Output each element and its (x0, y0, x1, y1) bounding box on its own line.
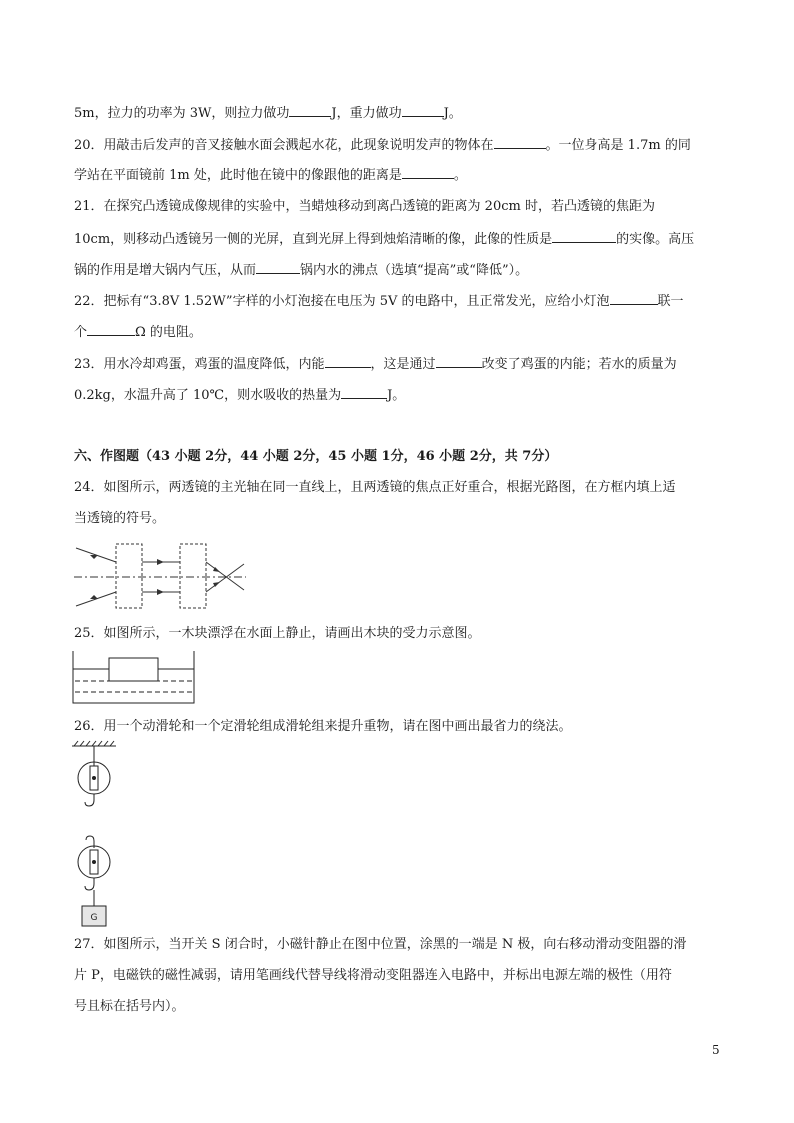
load-hook (85, 878, 94, 890)
q21-text-e: 锅内水的沸点（选填“提高”或“降低”）。 (300, 263, 529, 278)
q25-line (74, 626, 481, 642)
page-number: 5 (712, 1043, 720, 1057)
q26-text: 26．用一个动滑轮和一个定滑轮组成滑轮组来提升重物，请在图中画出最省力的绕法。 (74, 719, 572, 734)
q20-text-b: 。一位身高是 1.7m 的同 (545, 138, 691, 153)
q23-line-1 (74, 355, 677, 373)
q21-line-2 (74, 230, 694, 248)
pulley-diagram (70, 740, 120, 930)
q21-text-a: 21．在探究凸透镜成像规律的实验中，当蜡烛移动到离凸透镜的距离为 20cm 时，若凸透镜的焦距为 (74, 199, 655, 214)
wood-block (109, 658, 158, 681)
q23-text-d: 0.2kg，水温升高了 10℃，则水吸收的热量为 (74, 388, 342, 403)
q23-line-2 (74, 386, 405, 404)
answer-blank[interactable] (552, 230, 616, 243)
q27-line-2 (74, 968, 672, 984)
q24-text-b: 当透镜的符号。 (74, 511, 166, 526)
q26-line (74, 719, 572, 735)
q20-text-d: 。 (453, 168, 467, 183)
q21-text-d: 锅的作用是增大锅内气压，从而 (74, 263, 257, 278)
q20-line-2 (74, 166, 467, 184)
answer-blank[interactable] (610, 292, 658, 305)
arrow-head (90, 555, 98, 559)
q22-text-c: 个 (74, 325, 88, 340)
answer-blank[interactable] (436, 355, 482, 368)
section-6-heading (74, 449, 557, 465)
q27-text-c: 号且标在括号内）。 (74, 999, 185, 1014)
floating-block-diagram (72, 651, 196, 705)
answer-blank[interactable] (325, 355, 371, 368)
answer-blank[interactable] (402, 166, 454, 179)
ray-out-bottom (206, 564, 244, 592)
q24-line-1 (74, 480, 676, 496)
q19-text-c: J。 (443, 106, 462, 121)
q21-text-c: 的实像。高压 (616, 232, 695, 247)
answer-blank[interactable] (402, 104, 444, 117)
answer-blank[interactable] (87, 323, 135, 336)
q20-text-c: 学站在平面镜前 1m 处，此时他在镜中的像跟他的距离是 (74, 168, 402, 183)
q21-text-b: 10cm，则移动凸透镜另一侧的光屏，直到光屏上得到烛焰清晰的像，此像的性质是 (74, 232, 553, 247)
arrow-head (157, 559, 164, 565)
answer-blank[interactable] (494, 136, 546, 149)
q22-text-b: 联一 (657, 294, 684, 309)
lens-diagram (72, 540, 248, 612)
section-6-title: 六、作图题（43 小题 2分，44 小题 2分，45 小题 1分，46 小题 2分，共 7分） (74, 449, 558, 464)
q22-line-1 (74, 292, 684, 310)
arrow-head (157, 589, 164, 595)
answer-blank[interactable] (289, 104, 331, 117)
q23-text-e: J。 (387, 388, 406, 403)
fixed-pulley-hook (85, 794, 94, 806)
q19-text-b: J，重力做功 (331, 106, 402, 121)
q27-text-a: 27．如图所示，当开关 S 闭合时，小磁针静止在图中位置，涂黑的一端是 N 极，向右移动滑动变阻器的滑 (74, 937, 687, 952)
arrow-head (90, 595, 98, 599)
q25-text: 25．如图所示，一木块漂浮在水面上静止，请画出木块的受力示意图。 (74, 626, 481, 641)
answer-blank[interactable] (256, 261, 300, 274)
ray-out-top (206, 562, 244, 590)
q19-tail-line (74, 104, 462, 122)
q20-text-a: 20．用敲击后发声的音叉接触水面会溅起水花，此现象说明发声的物体在 (74, 138, 494, 153)
q21-line-3 (74, 261, 528, 279)
q23-text-a: 23．用水冷却鸡蛋，鸡蛋的温度降低，内能 (74, 357, 325, 372)
lens-box-left (116, 544, 142, 608)
answer-blank[interactable] (341, 386, 387, 399)
ceiling-hatch (74, 741, 114, 746)
q23-text-b: ，这是通过 (370, 357, 436, 372)
lens-box-right (180, 544, 206, 608)
q23-text-c: 改变了鸡蛋的内能；若水的质量为 (481, 357, 677, 372)
q21-line-1 (74, 199, 655, 215)
weight-label: G (90, 913, 98, 923)
q27-text-b: 片 P，电磁铁的磁性减弱，请用笔画线代替导线将滑动变阻器连入电路中，并标出电源左端的极性（用符 (74, 968, 672, 983)
q24-line-2 (74, 511, 165, 527)
q22-text-d: Ω 的电阻。 (135, 325, 202, 340)
q19-text-a: 5m，拉力的功率为 3W，则拉力做功 (74, 106, 290, 121)
q27-line-1 (74, 937, 686, 953)
q22-line-2 (74, 323, 202, 341)
q22-text-a: 22．把标有“3.8V 1.52W”字样的小灯泡接在电压为 5V 的电路中，且正常发光，应给小灯泡 (74, 294, 610, 309)
q27-line-3 (74, 999, 185, 1015)
q24-text-a: 24．如图所示，两透镜的主光轴在同一直线上，且两透镜的焦点正好重合，根据光路图，在方框内填上适 (74, 480, 676, 495)
q20-line-1 (74, 136, 691, 154)
